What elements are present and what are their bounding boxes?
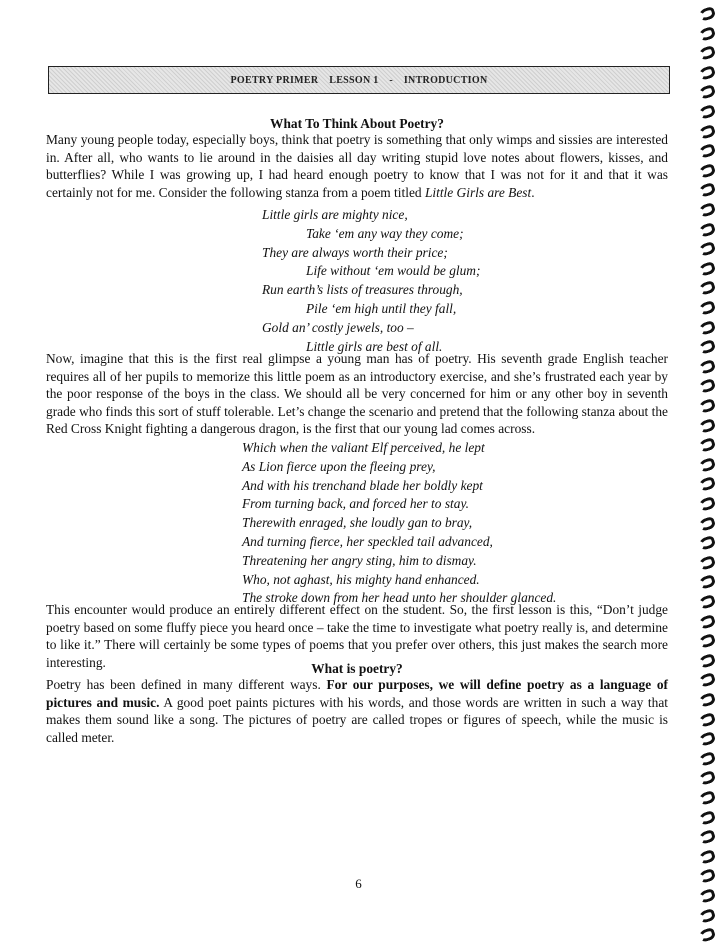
poem-line: Which when the valiant Elf perceived, he lept xyxy=(242,440,485,455)
binding-coil xyxy=(698,25,717,41)
binding-coil xyxy=(698,378,717,394)
binding-coil xyxy=(698,143,717,159)
definition-bold: For our purposes, we will define poetry as a language of pictures and music. xyxy=(46,677,668,710)
binding-coil xyxy=(698,182,717,198)
third-paragraph: This encounter would produce an entirely different effect on the student. So, the first lesson is this, “Don’t judge poetry based on some fluffy piece you heard once – take the time to investigate what poetry really is, and determine to like it.” There will certainly be some types of poems that you prefer over others, this just makes the search more interesting. xyxy=(46,602,668,670)
binding-coil xyxy=(698,6,717,22)
binding-coil xyxy=(698,241,717,257)
binding-coil xyxy=(698,829,717,845)
poem-title: Little Girls are Best xyxy=(424,184,532,200)
binding-coil xyxy=(698,711,717,727)
binding-coil xyxy=(698,535,717,551)
binding-coil xyxy=(698,907,717,923)
intro-paragraph-text: Many young people today, especially boys, think that poetry is something that only wimps and sissies are interested in. After all, who wants to lie around in the daisies all day writing stupid love notes about flowers, kisses, and butterflies? While I was growing up, I had heard enough poetry to know that I was not for it and that it was certainly not for me. Consider the following stanza from a poem titled xyxy=(46,132,668,200)
poem-line: Threatening her angry sting, him to dismay. xyxy=(242,552,477,568)
poem-line: Who, not aghast, his mighty hand enhanced. xyxy=(242,571,480,587)
binding-coil xyxy=(698,280,717,296)
header-book-title: POETRY PRIMER xyxy=(230,74,319,86)
poem-line: And with his trenchand blade her boldly kept xyxy=(242,477,483,493)
binding-coil xyxy=(698,692,717,708)
header-section: INTRODUCTION xyxy=(403,74,488,86)
binding-coil xyxy=(698,770,717,786)
spiral-binding xyxy=(695,0,717,947)
second-paragraph: Now, imagine that this is the first real glimpse a young man has of poetry. His seventh grade English teacher requires all of her pupils to memorize this little poem as an introductory exercise, and she’s frustrated each year by the poor response of the boys in the class. We should all be very concerned for him or any other boy in seventh grade who finds this sort of stuff tolerable. Let’s change the scenario and pretend that the following stanza about the Red Cross Knight fighting a dangerous dragon, is the first that our young lad comes across. xyxy=(46,351,668,437)
lesson-header-banner xyxy=(48,66,670,94)
binding-coil xyxy=(698,672,717,688)
intro-paragraph xyxy=(46,131,668,201)
poem-line: They are always worth their price; xyxy=(262,244,448,260)
binding-coil xyxy=(698,457,717,473)
definition-paragraph xyxy=(46,676,668,746)
binding-coil xyxy=(698,653,717,669)
poem-line: Gold an’ costly jewels, too – xyxy=(262,319,414,335)
binding-coil xyxy=(698,868,717,884)
binding-coil xyxy=(698,104,717,120)
binding-coil xyxy=(698,809,717,825)
poem-line: From turning back, and forced her to stay. xyxy=(242,496,469,512)
binding-coil xyxy=(698,555,717,571)
binding-coil xyxy=(698,515,717,531)
binding-coil xyxy=(698,123,717,139)
binding-coil xyxy=(698,594,717,610)
poem-line: Run earth’s lists of treasures through, xyxy=(262,282,463,298)
binding-coil xyxy=(698,202,717,218)
binding-coil xyxy=(698,300,717,316)
header-separator: - xyxy=(389,74,394,86)
poem-line: Therewith enraged, she loudly gan to bray, xyxy=(242,515,473,531)
binding-coil xyxy=(698,261,717,277)
binding-coil xyxy=(698,65,717,81)
binding-coil xyxy=(698,790,717,806)
binding-coil xyxy=(698,221,717,237)
binding-coil xyxy=(698,476,717,492)
binding-coil xyxy=(698,359,717,375)
binding-coil xyxy=(698,613,717,629)
poem-line: Life without ‘em would be glum; xyxy=(306,263,481,279)
poem-little-girls xyxy=(262,206,480,356)
header-text xyxy=(227,75,492,86)
binding-coil xyxy=(698,417,717,433)
binding-coil xyxy=(698,496,717,512)
binding-coil xyxy=(698,849,717,865)
header-lesson: LESSON 1 xyxy=(329,74,379,86)
binding-coil xyxy=(698,319,717,335)
binding-coil xyxy=(698,927,717,943)
poem-line: The stroke down from her head unto her shoulder glanced. xyxy=(242,590,557,606)
binding-coil xyxy=(698,888,717,904)
intro-paragraph-end: . xyxy=(531,184,535,200)
section-heading-what-to-think: What To Think About Poetry? xyxy=(270,116,444,131)
page-number: 6 xyxy=(355,876,362,891)
binding-coil xyxy=(698,45,717,61)
binding-coil xyxy=(698,633,717,649)
poem-line: Take ‘em any way they come; xyxy=(306,225,464,241)
poem-red-cross-knight xyxy=(242,439,556,608)
definition-intro: Poetry has been defined in many different ways. xyxy=(46,677,327,692)
binding-coil xyxy=(698,437,717,453)
poem-line: Little girls are best of all. xyxy=(306,338,443,354)
poem-line: As Lion fierce upon the fleeing prey, xyxy=(242,458,436,474)
poem-line: Pile ‘em high until they fall, xyxy=(306,300,457,316)
definition-rest: A good poet paints pictures with his words, and those words are written in such a way that makes them sound like a song. The pictures of poetry are called tropes or figures of speech, while the music is called meter. xyxy=(46,694,668,745)
poem-line: Little girls are mighty nice, xyxy=(262,207,408,222)
binding-coil xyxy=(698,339,717,355)
binding-coil xyxy=(698,751,717,767)
section-heading-what-is-poetry: What is poetry? xyxy=(311,661,403,676)
binding-coil xyxy=(698,398,717,414)
poem-line: And turning fierce, her speckled tail advanced, xyxy=(242,533,493,549)
binding-coil xyxy=(698,731,717,747)
binding-coil xyxy=(698,574,717,590)
binding-coil xyxy=(698,84,717,100)
binding-coil xyxy=(698,163,717,179)
